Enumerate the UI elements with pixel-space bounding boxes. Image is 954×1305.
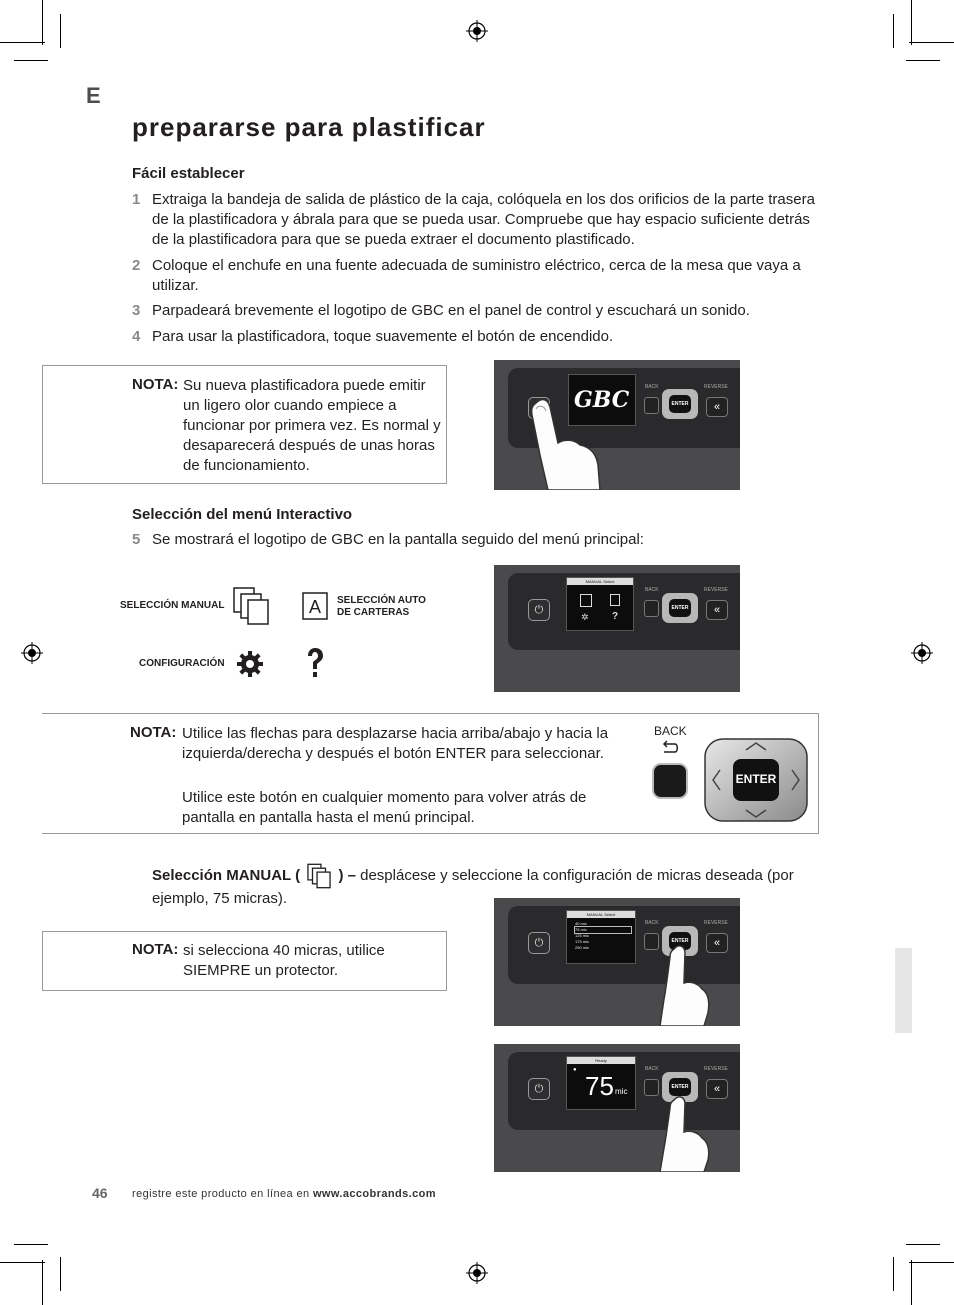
manual-select-icon bbox=[306, 863, 332, 889]
micron-unit: mic bbox=[615, 1087, 628, 1096]
power-button-icon: ⏻ bbox=[528, 932, 550, 954]
reverse-button-icon: « bbox=[706, 933, 728, 953]
step-number: 3 bbox=[132, 302, 141, 319]
crop-mark bbox=[0, 1262, 45, 1263]
crop-mark bbox=[906, 60, 940, 61]
power-button-icon: ⏻ bbox=[528, 1078, 550, 1100]
manual-bold-suffix: ) – bbox=[338, 866, 356, 884]
crop-mark bbox=[60, 1257, 61, 1291]
note-box bbox=[42, 713, 819, 834]
finger-icon bbox=[644, 1094, 714, 1172]
crop-mark bbox=[909, 1262, 954, 1263]
note-text: Utilice las flechas para desplazarse hacia arriba/abajo y hacia la izquierda/derecha y después el botón ENTER para seleccionar. bbox=[182, 725, 609, 762]
crop-mark bbox=[893, 14, 894, 48]
control-panel-image bbox=[494, 565, 740, 692]
back-button-icon bbox=[644, 397, 659, 414]
control-panel-image bbox=[494, 360, 740, 490]
back-label: BACK bbox=[645, 384, 659, 390]
device-screen bbox=[566, 910, 636, 964]
device-screen bbox=[566, 1056, 636, 1110]
auto-pouch-icon bbox=[302, 592, 328, 620]
finger-icon bbox=[644, 943, 714, 1026]
reverse-label: REVERSE bbox=[704, 920, 728, 926]
registration-mark-icon bbox=[21, 642, 43, 664]
list-item: 175 mic bbox=[575, 939, 590, 944]
power-button-icon: ⏻ bbox=[528, 599, 550, 621]
page-number: 46 bbox=[92, 1185, 108, 1201]
step-text: Para usar la plastificadora, toque suavemente el botón de encendido. bbox=[152, 328, 614, 345]
step-text: Extraiga la bandeja de salida de plástico de la caja, colóquela en los dos orificios de la parte trasera de la plastificadora y ábrala para que se pueda usar. Compruebe que hay espacio suficiente detrás de la plastificadora para que se pueda extraer el documento plastificado. bbox=[152, 191, 815, 248]
reverse-label: REVERSE bbox=[704, 1066, 728, 1072]
micron-value: 75 bbox=[585, 1071, 614, 1101]
screen-title: MANUAL Select bbox=[567, 578, 633, 585]
gear-icon: ✲ bbox=[581, 612, 589, 622]
registration-mark-icon bbox=[466, 1262, 488, 1284]
menu-label-manual: SELECCIÓN MANUAL bbox=[120, 600, 225, 611]
help-icon bbox=[305, 647, 325, 679]
enter-button: ENTER bbox=[669, 1078, 691, 1096]
registration-mark-icon bbox=[466, 20, 488, 42]
footer-label: registre este producto en línea en bbox=[132, 1188, 313, 1200]
manual-bold-prefix: Selección MANUAL ( bbox=[152, 866, 301, 884]
step-number: 1 bbox=[132, 191, 141, 208]
micron-list bbox=[575, 921, 631, 951]
control-panel-image bbox=[494, 898, 740, 1026]
screen-title: MANUAL Select bbox=[567, 911, 635, 918]
language-marker: E bbox=[86, 83, 101, 108]
crop-mark bbox=[14, 60, 48, 61]
note-label: NOTA: bbox=[132, 941, 179, 958]
step-number: 2 bbox=[132, 257, 141, 274]
footer-link[interactable]: www.accobrands.com bbox=[312, 1188, 436, 1200]
list-item: 125 mic bbox=[575, 933, 590, 938]
note-text: Su nueva plastificadora puede emitir un ligero olor cuando empiece a funcionar por primera vez. Es normal y desaparecerá después de unas horas de funcionamiento. bbox=[183, 377, 441, 474]
crop-mark bbox=[0, 42, 45, 43]
list-item: 40 mic bbox=[575, 921, 587, 926]
note-box bbox=[42, 365, 447, 484]
list-item: 250 mic bbox=[575, 945, 590, 950]
enter-label: ENTER bbox=[735, 772, 777, 786]
temperature-icon: ● bbox=[573, 1067, 577, 1073]
crop-mark bbox=[42, 0, 43, 45]
registration-mark-icon bbox=[911, 642, 933, 664]
dpad-icon bbox=[662, 389, 698, 419]
svg-text:A: A bbox=[308, 597, 322, 617]
manual-select-icon bbox=[580, 594, 592, 607]
back-label: BACK bbox=[645, 587, 659, 593]
menu-label-auto: SELECCIÓN AUTO DE CARTERAS bbox=[337, 595, 426, 618]
step-text: Coloque el enchufe en una fuente adecuada de suministro eléctrico, cerca de la mesa que vaya a utilizar. bbox=[152, 257, 801, 294]
step-number: 5 bbox=[132, 531, 141, 548]
list-item: 75 mic bbox=[575, 927, 631, 933]
gbc-logo: GBC bbox=[574, 387, 630, 413]
note-label: NOTA: bbox=[130, 724, 177, 741]
control-panel-image bbox=[494, 1044, 740, 1172]
step-number: 4 bbox=[132, 328, 141, 345]
crop-mark bbox=[42, 1260, 43, 1305]
reverse-button-icon: « bbox=[706, 1079, 728, 1099]
back-label: BACK bbox=[645, 1066, 659, 1072]
back-arrow-icon bbox=[660, 740, 680, 756]
gear-icon bbox=[236, 650, 264, 678]
crop-mark bbox=[893, 1257, 894, 1291]
auto-pouch-icon bbox=[610, 594, 620, 606]
crop-mark bbox=[911, 1260, 912, 1305]
reverse-label: REVERSE bbox=[704, 384, 728, 390]
manual-text: desplácese y seleccione la configuración de micras deseada (por ejemplo, 75 micras). bbox=[152, 866, 794, 907]
back-label: BACK bbox=[645, 920, 659, 926]
enter-button: ENTER bbox=[669, 395, 691, 413]
reverse-button-icon: « bbox=[706, 397, 728, 417]
crop-mark bbox=[909, 42, 954, 43]
crop-mark bbox=[60, 14, 61, 48]
crop-mark bbox=[906, 1244, 940, 1245]
crop-mark bbox=[911, 0, 912, 45]
finger-icon bbox=[524, 395, 604, 490]
help-icon: ? bbox=[612, 611, 619, 622]
setup-heading: Fácil establecer bbox=[132, 165, 245, 182]
enter-button: ENTER bbox=[669, 932, 691, 950]
enter-button: ENTER bbox=[669, 599, 691, 617]
back-label: BACK bbox=[654, 724, 687, 738]
note-text: Utilice este botón en cualquier momento para volver atrás de pantalla en pantalla hasta el menú principal. bbox=[182, 789, 587, 826]
note-box bbox=[42, 931, 447, 991]
manual-select-icon bbox=[232, 586, 270, 626]
footer-text bbox=[132, 1188, 436, 1200]
ready-status: Ready bbox=[567, 1057, 635, 1064]
step-text: Se mostrará el logotipo de GBC en la pantalla seguido del menú principal: bbox=[152, 531, 644, 548]
page-title: prepararse para plastificar bbox=[132, 112, 486, 142]
note-text: si selecciona 40 micras, utilice SIEMPRE un protector. bbox=[183, 942, 385, 979]
crop-mark bbox=[14, 1244, 48, 1245]
menu-heading: Selección del menú Interactivo bbox=[132, 506, 353, 523]
back-button-icon bbox=[644, 600, 659, 617]
note-label: NOTA: bbox=[132, 376, 179, 393]
reverse-label: REVERSE bbox=[704, 587, 728, 593]
back-button-icon bbox=[654, 765, 686, 797]
dpad-icon bbox=[662, 593, 698, 623]
device-screen bbox=[566, 577, 634, 631]
step-text: Parpadeará brevemente el logotipo de GBC en el panel de control y escuchará un sonido. bbox=[152, 302, 750, 319]
reverse-button-icon: « bbox=[706, 600, 728, 620]
menu-label-config: CONFIGURACIÓN bbox=[139, 658, 225, 669]
language-tab bbox=[895, 948, 912, 1033]
